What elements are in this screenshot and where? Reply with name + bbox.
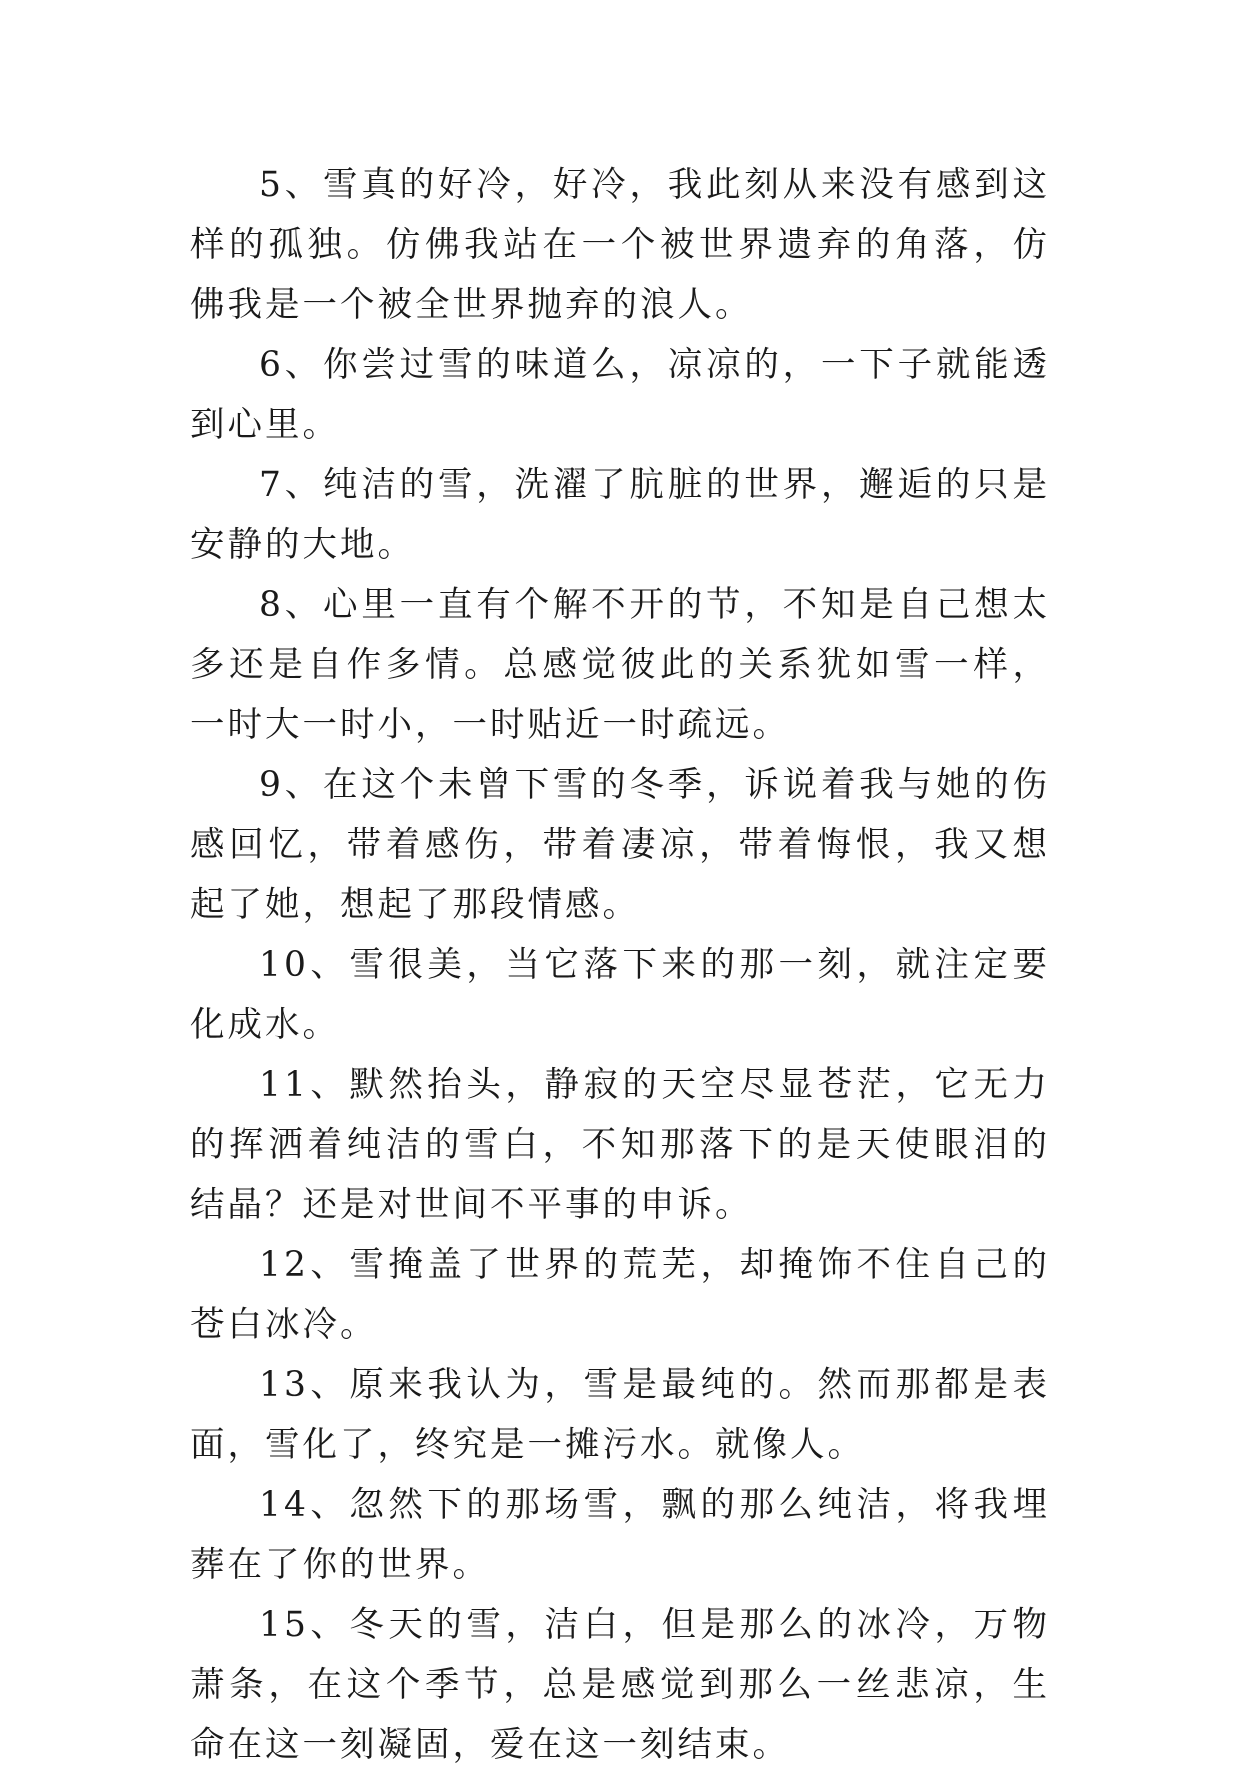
paragraph-13: 13、原来我认为，雪是最纯的。然而那都是表面，雪化了，终究是一摊污水。就像人。 xyxy=(190,1365,1050,1465)
paragraph-15: 15、冬天的雪，洁白，但是那么的冰冷，万物萧条，在这个季节，总是感觉到那么一丝悲凉，生命在这一刻凝固，爱在这一刻结束。 xyxy=(190,1605,1050,1765)
paragraph-5: 5、雪真的好冷，好冷，我此刻从来没有感到这样的孤独。仿佛我站在一个被世界遗弃的角落，仿佛我是一个被全世界抛弃的浪人。 xyxy=(190,165,1050,325)
paragraph-14: 14、忽然下的那场雪，飘的那么纯洁，将我埋葬在了你的世界。 xyxy=(190,1485,1050,1585)
paragraph-10: 10、雪很美，当它落下来的那一刻，就注定要化成水。 xyxy=(190,945,1050,1045)
paragraph-6: 6、你尝过雪的味道么，凉凉的，一下子就能透到心里。 xyxy=(190,345,1050,445)
document-body xyxy=(190,155,1050,1775)
paragraph-11: 11、默然抬头，静寂的天空尽显苍茫，它无力的挥洒着纯洁的雪白，不知那落下的是天使眼泪的结晶？还是对世间不平事的申诉。 xyxy=(190,1065,1050,1225)
paragraph-9: 9、在这个未曾下雪的冬季，诉说着我与她的伤感回忆，带着感伤，带着凄凉，带着悔恨，我又想起了她，想起了那段情感。 xyxy=(190,765,1050,925)
paragraph-7: 7、纯洁的雪，洗濯了肮脏的世界，邂逅的只是安静的大地。 xyxy=(190,465,1050,565)
paragraph-8: 8、心里一直有个解不开的节，不知是自己想太多还是自作多情。总感觉彼此的关系犹如雪一样，一时大一时小，一时贴近一时疏远。 xyxy=(190,585,1050,745)
paragraph-12: 12、雪掩盖了世界的荒芜，却掩饰不住自己的苍白冰冷。 xyxy=(190,1245,1050,1345)
